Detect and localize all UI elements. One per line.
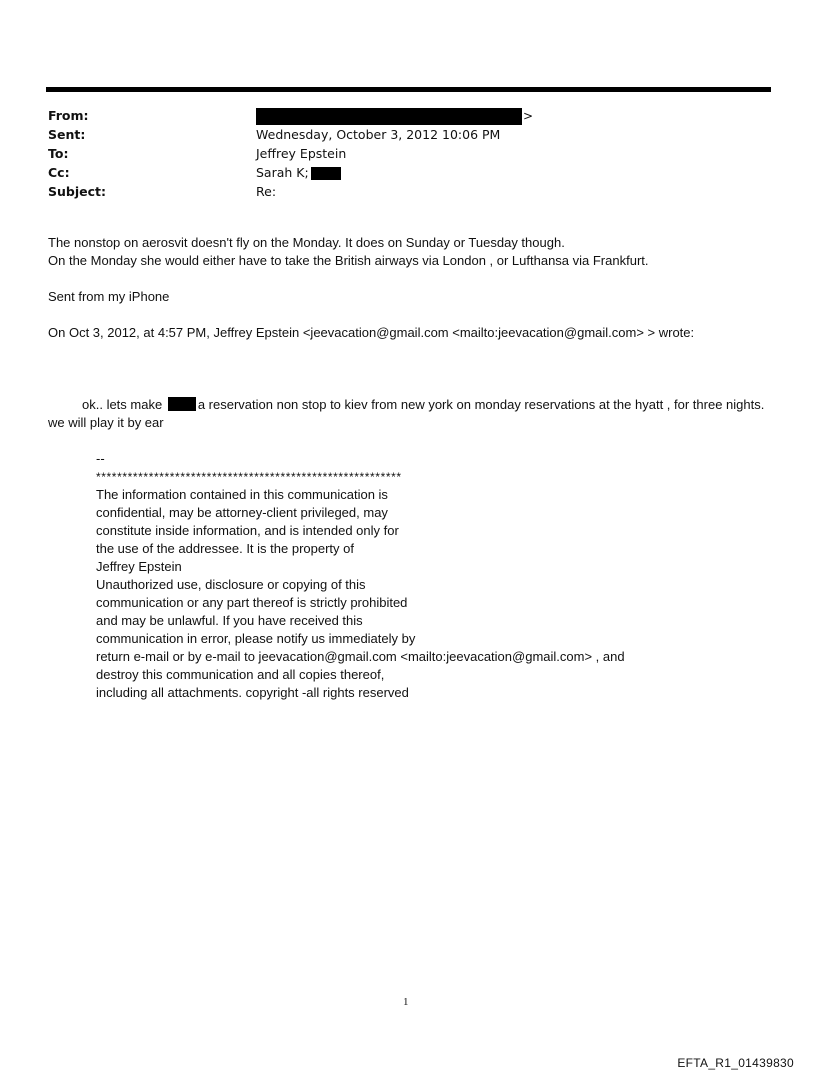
from-label: From: [48,108,89,123]
redaction-block [311,167,341,180]
from-suffix: > [523,109,534,123]
header-rule [46,87,771,92]
cc-label: Cc: [48,165,70,180]
disclaimer-line: including all attachments. copyright -all rights reserved [96,685,409,700]
disclaimer-line: and may be unlawful. If you have received this [96,613,363,628]
subject-label: Subject: [48,184,106,199]
disclaimer-line: destroy this communication and all copies thereof, [96,667,385,682]
disclaimer-line: communication in error, please notify us immediately by [96,631,416,646]
subject-value: Re: [256,184,277,199]
to-label: To: [48,146,69,161]
disclaimer-signature [96,450,716,702]
cc-value [256,163,341,182]
sent-from-signoff: Sent from my iPhone [48,289,170,304]
redaction-block [256,108,522,125]
to-value: Jeffrey Epstein [256,146,347,161]
sent-row [48,125,648,144]
quote-intro: On Oct 3, 2012, at 4:57 PM, Jeffrey Epstein <jeevacation@gmail.com <mailto:jeevacation@gmail.com> > wrote: [48,325,695,340]
redaction-block [168,397,196,411]
signature-stars: ********************************************************** [96,470,402,484]
message-paragraph [48,234,778,270]
sent-value: Wednesday, October 3, 2012 10:06 PM [256,127,501,142]
disclaimer-line: the use of the addressee. It is the property of [96,541,354,556]
disclaimer-line: Unauthorized use, disclosure or copying of this [96,577,366,592]
from-row [48,106,648,125]
email-header [48,106,648,201]
disclaimer-line: Jeffrey Epstein [96,559,182,574]
disclaimer-line: constitute inside information, and is intended only for [96,523,399,538]
quoted-message [48,396,778,432]
bates-number: EFTA_R1_01439830 [677,1056,794,1070]
signature-dashes: -- [96,451,105,466]
disclaimer-line: return e-mail or by e-mail to jeevacation@gmail.com <mailto:jeevacation@gmail.com> , and [96,649,625,664]
message-line: On the Monday she would either have to take the British airways via London , or Lufthansa via Frankfurt. [48,253,649,268]
cc-text: Sarah K; [256,165,309,180]
message-line: The nonstop on aerosvit doesn't fly on the Monday. It does on Sunday or Tuesday though. [48,235,565,250]
quoted-text-before: ok.. lets make [82,397,163,412]
page-number: 1 [403,996,409,1008]
disclaimer-line: The information contained in this communication is [96,487,388,502]
sent-label: Sent: [48,127,86,142]
disclaimer-line: confidential, may be attorney-client privileged, may [96,505,388,520]
disclaimer-line: communication or any part thereof is strictly prohibited [96,595,408,610]
to-row [48,144,648,163]
from-value [256,106,533,126]
subject-row [48,182,648,201]
cc-row [48,163,648,182]
quoted-text-after: a reservation non stop to kiev from new york on monday reservations at the hyatt , for three nights. we will play it by ear [48,397,765,430]
